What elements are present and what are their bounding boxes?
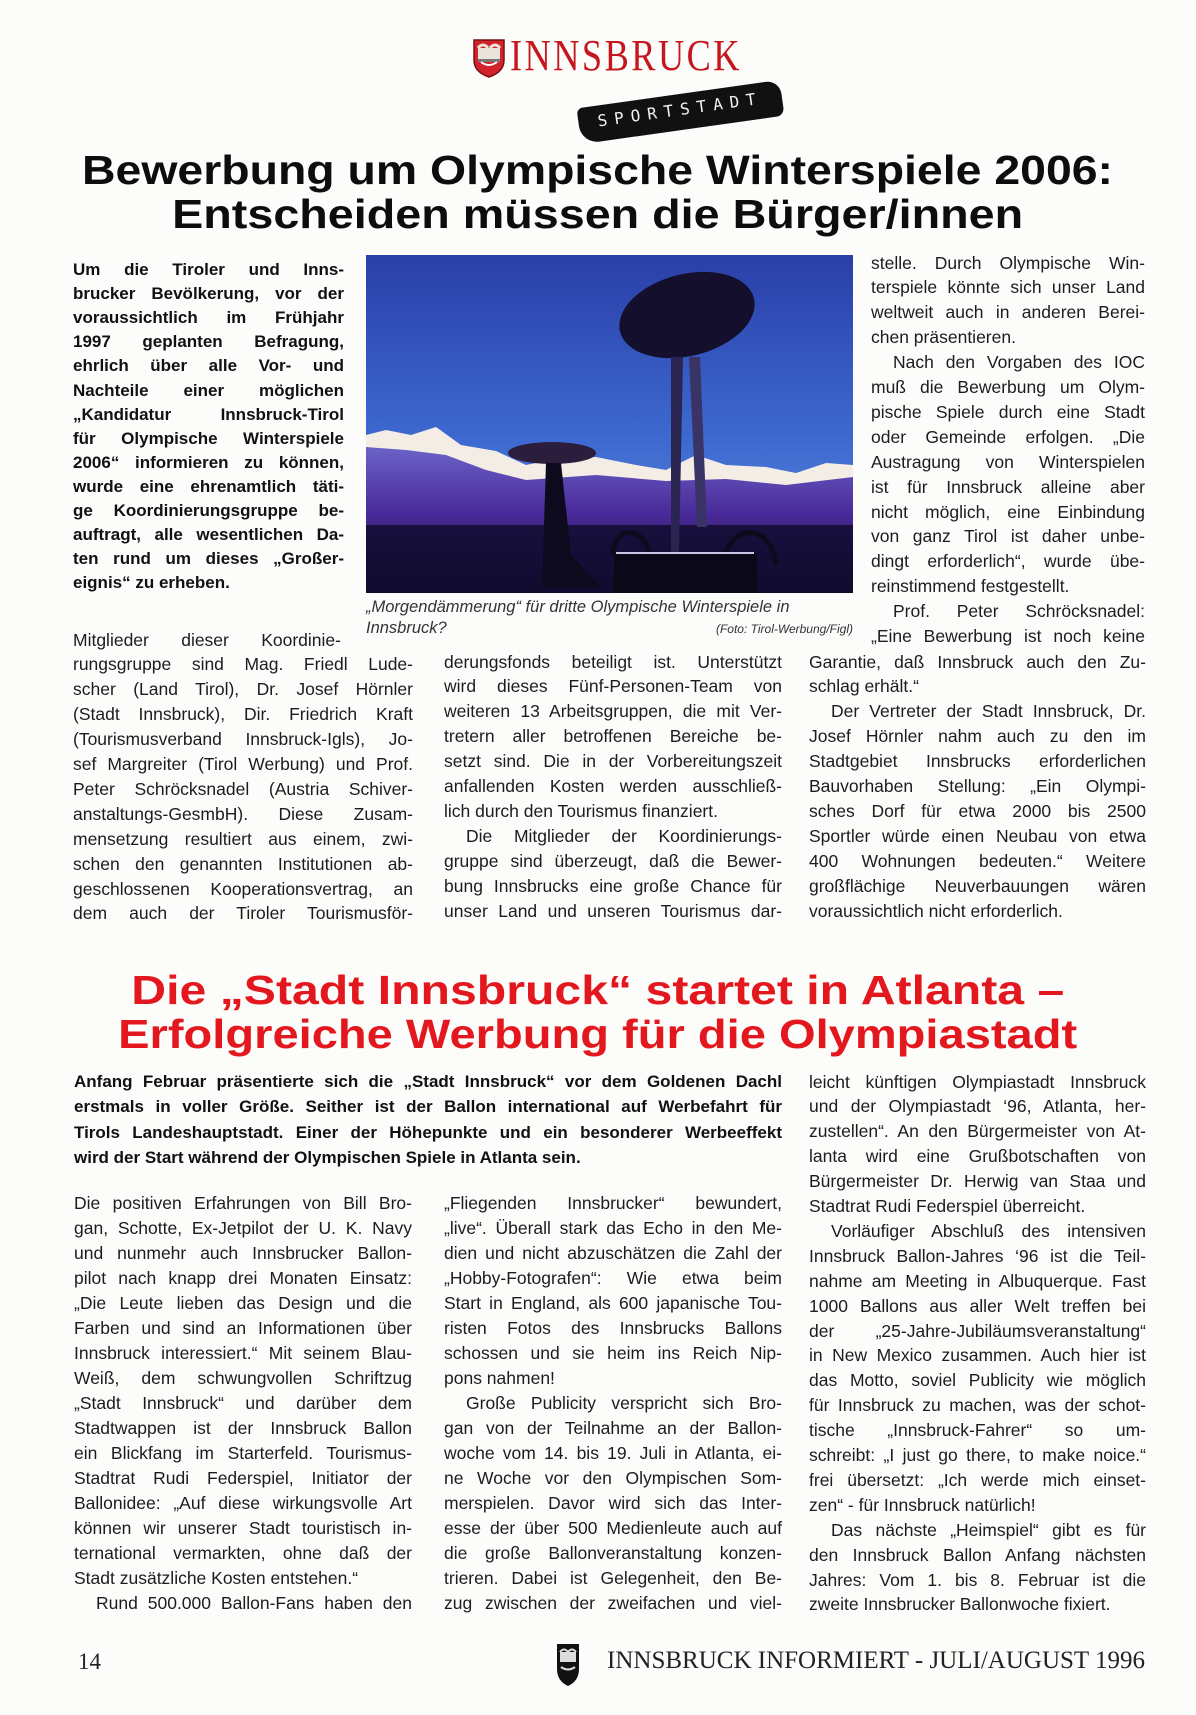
text-line-content: schossen und sie heim ins Reich Nip- bbox=[444, 1342, 782, 1363]
text-line-content: und nunmehr auch Innsbrucker Ballon- bbox=[74, 1242, 412, 1263]
text-line-content: weiteren 13 Arbeitsgruppen, die mit Ver- bbox=[444, 701, 782, 722]
text-line-content: wird dieses Fünf-Personen-Team von bbox=[444, 676, 782, 697]
text-line bbox=[73, 777, 413, 802]
text-line-content: ehrlich über alle Vor- und bbox=[73, 356, 344, 376]
text-line-content: mensetzung resultiert aus einem, zwi- bbox=[73, 828, 413, 849]
text-line bbox=[871, 375, 1145, 400]
innsbruck-crest-icon bbox=[472, 38, 506, 78]
text-line bbox=[444, 1241, 782, 1266]
text-line bbox=[809, 1393, 1146, 1418]
text-line bbox=[809, 650, 1146, 675]
text-line-content: Jahres: Vom 1. bis 8. Februar ist die bbox=[809, 1569, 1146, 1590]
text-line-content: dingt erforderlich“, wurde übe- bbox=[871, 551, 1145, 572]
text-line-content: Der Vertreter der Stadt Innsbruck, Dr. bbox=[831, 701, 1146, 722]
text-line-content: „Eine Bewerbung ist noch keine bbox=[871, 626, 1145, 646]
text-line-content: 1997 geplanten Befragung, bbox=[73, 332, 344, 352]
text-line-content: lich durch den Tourismus finanziert. bbox=[444, 800, 718, 821]
text-line-content: Austragung von Winterspielen bbox=[871, 451, 1145, 472]
text-line-content: zweite Innsbrucker Ballonwoche fixiert. bbox=[809, 1594, 1111, 1615]
text-line-content: Die positiven Erfahrungen von Bill Bro- bbox=[74, 1192, 412, 1213]
text-line bbox=[73, 752, 413, 777]
text-line-content: „live“. Überall stark das Echo in den Me- bbox=[444, 1217, 782, 1238]
text-line bbox=[871, 549, 1145, 574]
text-line bbox=[444, 1316, 782, 1341]
text-line-content: dien und nicht abzuschätzen die Zahl der bbox=[444, 1242, 782, 1263]
text-line bbox=[96, 1591, 412, 1616]
text-line bbox=[809, 1343, 1146, 1368]
text-line-content: brucker Bevölkerung, vor der bbox=[73, 284, 344, 304]
text-line-content: ge Koordinierungsgruppe be- bbox=[73, 501, 344, 520]
logo-subtext: SPORTSTADT bbox=[596, 88, 764, 131]
text-line bbox=[73, 499, 344, 523]
text-line-content: zug zwischen der zweifachen und viel- bbox=[444, 1592, 782, 1613]
text-line bbox=[73, 403, 344, 427]
text-line-content: weltweit auch in anderen Berei- bbox=[871, 302, 1145, 323]
text-line-content: anstaltungs-GesmbH). Diese Zusam- bbox=[73, 803, 413, 824]
text-line bbox=[444, 650, 782, 675]
text-line bbox=[809, 1443, 1146, 1468]
text-line-content: setzt sind. Die in der Vorbereitungszeit bbox=[444, 751, 782, 772]
text-line bbox=[74, 1541, 412, 1566]
text-line bbox=[73, 379, 344, 403]
text-line bbox=[74, 1191, 412, 1216]
text-line-content: zustellen“. An den Bürgermeister von At- bbox=[809, 1121, 1146, 1142]
text-line bbox=[809, 1194, 1146, 1219]
text-line bbox=[73, 802, 413, 827]
text-line bbox=[444, 1541, 782, 1566]
text-line bbox=[73, 523, 344, 547]
text-line bbox=[809, 824, 1146, 849]
text-line-content: Anfang Februar präsentierte sich die „Stadt Innsbruck“ vor dem Goldenen Dachl bbox=[74, 1072, 782, 1091]
text-line bbox=[871, 425, 1145, 450]
text-line bbox=[74, 1094, 782, 1119]
text-line-content: 400 Wohnungen bedeuten.“ Weitere bbox=[809, 850, 1146, 871]
text-line-content: tretern aller betroffenen Bereiche be- bbox=[444, 726, 782, 747]
text-line-content: bung Innsbrucks eine große Chance für bbox=[444, 875, 782, 896]
text-line bbox=[74, 1491, 412, 1516]
text-line-content: voraussichtlich nicht erforderlich. bbox=[809, 900, 1063, 921]
text-line bbox=[444, 724, 782, 749]
text-line-content: ist für Innsbruck alleine aber bbox=[871, 476, 1145, 497]
text-line bbox=[73, 628, 341, 653]
text-line bbox=[809, 1269, 1146, 1294]
text-line-content: nicht möglich, eine Einbindung bbox=[871, 501, 1145, 522]
text-line-content: Nach den Vorgaben des IOC bbox=[893, 352, 1145, 373]
text-line bbox=[831, 699, 1146, 724]
text-line-content: unser Land und unseren Tourismus dar- bbox=[444, 900, 782, 921]
text-line-content: ternational vermarkten, ohne daß der bbox=[74, 1542, 412, 1563]
text-line bbox=[74, 1241, 412, 1266]
text-line bbox=[871, 475, 1145, 500]
text-line bbox=[74, 1566, 412, 1591]
text-line bbox=[74, 1266, 412, 1291]
text-line-content: Große Publicity verspricht sich Bro- bbox=[466, 1392, 782, 1413]
text-line-content: frei übersetzt: „Ich werde mich einset- bbox=[809, 1469, 1146, 1490]
text-line-content: rungsgruppe sind Mag. Friedl Lude- bbox=[73, 654, 413, 675]
text-line bbox=[74, 1069, 782, 1094]
text-line bbox=[73, 306, 344, 330]
text-line-content: ne Woche vor den Olympischen Som- bbox=[444, 1467, 782, 1488]
text-line bbox=[809, 1144, 1146, 1169]
text-line bbox=[444, 1441, 782, 1466]
text-line-content: reinstimmend festgestellt. bbox=[871, 576, 1070, 597]
text-line bbox=[871, 450, 1145, 475]
text-line bbox=[73, 901, 413, 926]
text-line-content: Prof. Peter Schröcksnadel: bbox=[893, 601, 1145, 622]
article2-headline-line1 bbox=[0, 968, 1196, 1012]
text-line bbox=[74, 1316, 412, 1341]
text-line-content: Stadtwappen ist der Innsbruck Ballon bbox=[74, 1417, 412, 1438]
text-line-content: Innsbruck interessiert.“ Mit seinem Blau- bbox=[74, 1342, 412, 1363]
text-line-content: lanta wird eine Grußbotschaften von bbox=[809, 1146, 1146, 1167]
text-line bbox=[73, 330, 344, 354]
text-line-content: gan von der Teilnahme an der Ballon- bbox=[444, 1417, 782, 1438]
text-line bbox=[809, 1568, 1146, 1593]
text-line-content: sches Dorf für etwa 2000 bis 2500 bbox=[809, 800, 1146, 821]
text-line bbox=[809, 874, 1146, 899]
text-line-content: chen präsentieren. bbox=[871, 327, 1016, 348]
text-line-content: gan, Schotte, Ex-Jetpilot der U. K. Navy bbox=[74, 1217, 412, 1238]
text-line-content: Nachteile einer möglichen bbox=[73, 380, 344, 400]
text-line-content: „Kandidatur Innsbruck-Tirol bbox=[73, 404, 344, 424]
text-line bbox=[444, 1566, 782, 1591]
text-line bbox=[871, 400, 1145, 425]
text-line-content: Um die Tiroler und Inns- bbox=[73, 260, 344, 279]
text-line bbox=[444, 1416, 782, 1441]
text-line-content: pons nahmen! bbox=[444, 1367, 555, 1388]
text-line bbox=[73, 877, 413, 902]
text-line bbox=[809, 799, 1146, 824]
text-line bbox=[809, 1418, 1146, 1443]
text-line-content: Rund 500.000 Ballon-Fans haben den bbox=[96, 1592, 412, 1613]
text-line bbox=[831, 1518, 1146, 1543]
headline-text: Erfolgreiche Werbung für die Olympiastadt bbox=[118, 1011, 1078, 1057]
text-line-content: pilot nach knapp drei Monaten Einsatz: bbox=[74, 1267, 412, 1288]
text-line bbox=[73, 727, 413, 752]
text-line bbox=[809, 1294, 1146, 1319]
text-line-content: Garantie, daß Innsbruck auch den Zu- bbox=[809, 651, 1146, 672]
text-line-content: (Tourismusverband Innsbruck-Igls), Jo- bbox=[73, 729, 413, 750]
text-line bbox=[809, 1493, 1146, 1518]
text-line-content: derungsfonds beteiligt ist. Unterstützt bbox=[444, 651, 782, 672]
text-line bbox=[871, 275, 1145, 300]
text-line-content: terspiele könnte sich unser Land bbox=[871, 277, 1145, 298]
text-line bbox=[893, 599, 1145, 624]
text-line bbox=[73, 677, 413, 702]
text-line-content: Stadtrat Rudi Federspiel, Initiator der bbox=[74, 1467, 412, 1488]
text-line bbox=[809, 1094, 1146, 1119]
text-line-content: Vorläufiger Abschluß des intensiven bbox=[831, 1220, 1146, 1241]
text-line bbox=[73, 427, 344, 451]
text-line bbox=[809, 1169, 1146, 1194]
text-line-content: das Motto, soviel Publicity wie möglich bbox=[809, 1370, 1146, 1391]
text-line bbox=[74, 1216, 412, 1241]
text-line bbox=[444, 799, 782, 824]
text-line bbox=[73, 852, 413, 877]
text-line bbox=[809, 724, 1146, 749]
text-line bbox=[73, 827, 413, 852]
text-line bbox=[73, 652, 413, 677]
text-line-content: Tirols Landeshauptstadt. Einer der Höhepunkte und ein besonderer Werbeeffekt bbox=[74, 1122, 782, 1142]
text-line bbox=[809, 774, 1146, 799]
text-line bbox=[74, 1391, 412, 1416]
text-line bbox=[871, 524, 1145, 549]
text-line bbox=[893, 350, 1145, 375]
text-line-content: 2006“ informieren zu können, bbox=[73, 452, 344, 472]
text-line bbox=[74, 1120, 782, 1145]
article1-headline-line2 bbox=[0, 192, 1196, 236]
text-line bbox=[871, 574, 1145, 599]
text-line bbox=[444, 699, 782, 724]
text-line-content: Ballonidee: „Auf diese wirkungsvolle Art bbox=[74, 1492, 412, 1513]
text-line bbox=[444, 1591, 782, 1616]
headline-text: Entscheiden müssen die Bürger/innen bbox=[172, 191, 1024, 237]
text-line bbox=[444, 1366, 782, 1391]
text-line-content: pische Spiele durch eine Stadt bbox=[871, 401, 1145, 422]
text-line-content: wurde eine ehrenamtlich täti- bbox=[73, 476, 344, 496]
text-line bbox=[444, 849, 782, 874]
text-line bbox=[809, 1244, 1146, 1269]
text-line bbox=[444, 1291, 782, 1316]
caption-line2-text: Innsbruck? bbox=[366, 619, 447, 637]
text-line-content: stelle. Durch Olympische Win- bbox=[871, 252, 1145, 273]
text-line bbox=[73, 475, 344, 499]
text-line bbox=[73, 702, 413, 727]
text-line bbox=[809, 1119, 1146, 1144]
text-line bbox=[871, 624, 1145, 649]
text-line bbox=[74, 1291, 412, 1316]
text-line bbox=[809, 1070, 1146, 1095]
text-line-content: Stadtgebiet Innsbrucks erforderlichen bbox=[809, 751, 1146, 772]
text-line bbox=[871, 300, 1145, 325]
text-line-content: Innsbruck Ballon-Jahres ‘96 ist die Teil- bbox=[809, 1245, 1146, 1266]
text-line bbox=[444, 774, 782, 799]
text-line-content: anfallenden Kosten werden ausschließ- bbox=[444, 776, 782, 796]
text-line-content: Bürgermeister Dr. Herwig van Staa und bbox=[809, 1171, 1146, 1192]
text-line-content: sef Margreiter (Tirol Werbung) und Prof. bbox=[73, 754, 413, 774]
text-line-content: tische „Innsbruck-Fahrer“ so um- bbox=[809, 1420, 1146, 1441]
text-line bbox=[809, 899, 1146, 924]
text-line-content: wird der Start während der Olympischen Spiele in Atlanta sein. bbox=[74, 1147, 581, 1167]
text-line bbox=[809, 1368, 1146, 1393]
text-line bbox=[444, 1191, 782, 1216]
text-line bbox=[444, 874, 782, 899]
text-line bbox=[73, 547, 344, 571]
text-line-content: Sportler würde einen Neubau von etwa bbox=[809, 825, 1146, 846]
text-line-content: ten rund um dieses „Großer- bbox=[73, 549, 344, 569]
text-line-content: voraussichtlich im Frühjahr bbox=[73, 308, 344, 328]
text-line bbox=[871, 251, 1145, 276]
text-line-content: (Stadt Innsbruck), Dir. Friedrich Kraft bbox=[73, 704, 413, 725]
logo-text: INNSBRUCK bbox=[510, 31, 742, 80]
text-line bbox=[444, 899, 782, 924]
text-line-content: risten Fotos des Innsbrucks Ballons bbox=[444, 1317, 782, 1338]
text-line bbox=[73, 282, 344, 306]
headline-text: Die „Stadt Innsbruck“ startet in Atlanta – bbox=[131, 967, 1065, 1013]
text-line-content: Farben und sind an Informationen über bbox=[74, 1317, 412, 1338]
text-line bbox=[809, 849, 1146, 874]
text-line bbox=[809, 674, 1146, 699]
text-line-content: ein Blickfang im Starterfeld. Tourismus- bbox=[74, 1442, 412, 1463]
text-line-content: eignis“ zu erheben. bbox=[73, 573, 230, 593]
text-line bbox=[444, 1516, 782, 1541]
text-line bbox=[809, 1319, 1146, 1344]
page-number: 14 bbox=[78, 1649, 101, 1674]
caption-line2 bbox=[366, 619, 853, 638]
text-line-content: woche vom 14. bis 19. Juli in Atlanta, ei- bbox=[444, 1442, 782, 1463]
text-line-content: Bauvorhaben Stellung: „Ein Olympi- bbox=[809, 776, 1146, 796]
text-line bbox=[74, 1516, 412, 1541]
text-line-content: für Olympische Winterspiele bbox=[73, 428, 344, 448]
text-line-content: trieren. Dabei ist Gelegenheit, den Be- bbox=[444, 1567, 782, 1588]
text-line bbox=[444, 1491, 782, 1516]
text-line bbox=[444, 749, 782, 774]
photo-credit: (Foto: Tirol-Werbung/Figl) bbox=[715, 622, 853, 636]
text-line-content: in New Mexico zusammen. Auch hier ist bbox=[809, 1345, 1146, 1366]
text-line bbox=[809, 749, 1146, 774]
text-line-content: großflächige Neuverbauungen wären bbox=[809, 875, 1146, 896]
text-line-content: 1000 Ballons aus aller Welt treffen bei bbox=[809, 1295, 1146, 1316]
article2-headline-line2 bbox=[0, 1012, 1196, 1056]
caption-line1: „Morgendämmerung“ für dritte Olympische Winterspiele in bbox=[366, 598, 790, 616]
text-line-content: und der Olympiastadt ‘96, Atlanta, her- bbox=[809, 1096, 1146, 1117]
text-line-content: von ganz Tirol ist daher unbe- bbox=[871, 526, 1145, 547]
text-line-content: scher (Land Tirol), Dr. Josef Hörnler bbox=[73, 679, 413, 700]
text-line-content: Mitglieder dieser Koordinie- bbox=[73, 629, 341, 650]
text-line bbox=[466, 824, 782, 849]
text-line-content: muß die Bewerbung um Olym- bbox=[871, 377, 1145, 397]
text-line-content: dem auch der Tiroler Tourismusför- bbox=[73, 903, 413, 924]
text-line bbox=[444, 1341, 782, 1366]
text-line-content: auftragt, alle wesentlichen Da- bbox=[73, 525, 344, 545]
footer-crest-icon bbox=[556, 1643, 580, 1687]
text-line-content: schen den genannten Institutionen ab- bbox=[73, 853, 413, 874]
text-line-content: esse der über 500 Medienleute auch auf bbox=[444, 1517, 782, 1538]
logo-brush-stroke bbox=[576, 80, 784, 144]
text-line bbox=[74, 1441, 412, 1466]
text-line-content: Die Mitglieder der Koordinierungs- bbox=[466, 825, 782, 846]
text-line bbox=[444, 1266, 782, 1291]
text-line-content: Stadtrat Rudi Federspiel überreicht. bbox=[809, 1196, 1086, 1216]
article1-photo bbox=[366, 255, 853, 593]
text-line bbox=[74, 1366, 412, 1391]
text-line-content: zen“ - für Innsbruck natürlich! bbox=[809, 1494, 1036, 1515]
text-line-content: schlag erhält.“ bbox=[809, 676, 919, 697]
text-line-content: Josef Hörnler nahm auch zu den im bbox=[809, 726, 1146, 747]
text-line bbox=[809, 1468, 1146, 1493]
text-line-content: „Die Leute lieben das Design und die bbox=[74, 1292, 412, 1313]
text-line bbox=[73, 571, 344, 595]
text-line bbox=[809, 1543, 1146, 1568]
text-line-content: Das nächste „Heimspiel“ gibt es für bbox=[831, 1519, 1146, 1540]
text-line bbox=[466, 1391, 782, 1416]
text-line-content: Stadt zusätzliche Kosten entstehen.“ bbox=[74, 1567, 359, 1588]
text-line-content: die große Ballonveranstaltung konzen- bbox=[444, 1542, 782, 1563]
text-line bbox=[73, 451, 344, 475]
text-line-content: erstmals in voller Größe. Seither ist der Ballon international auf Werbefahrt für bbox=[74, 1097, 782, 1117]
text-line bbox=[444, 1216, 782, 1241]
text-line-content: „Stadt Innsbruck“ und darüber dem bbox=[74, 1392, 412, 1413]
text-line-content: merspielen. Davor wird sich das Inter- bbox=[444, 1492, 782, 1513]
text-line-content: Weiß, dem schwungvollen Schriftzug bbox=[74, 1367, 412, 1388]
text-line-content: gruppe sind überzeugt, daß die Bewer- bbox=[444, 850, 782, 871]
text-line-content: schreibt: „I just go there, to make noice.“ bbox=[809, 1445, 1146, 1465]
text-line-content: Start in England, als 600 japanische Tou- bbox=[444, 1292, 782, 1313]
text-line-content: „Fliegenden Innsbrucker“ bewundert, bbox=[444, 1192, 782, 1213]
text-line-content: für Innsbruck zu machen, was der schot- bbox=[809, 1395, 1146, 1416]
headline-text: Bewerbung um Olympische Winterspiele 2006: bbox=[82, 147, 1114, 193]
text-line bbox=[74, 1416, 412, 1441]
text-line bbox=[444, 1466, 782, 1491]
text-line-content: können wir unserer Stadt touristisch in- bbox=[74, 1517, 412, 1538]
article1-headline-line1 bbox=[0, 148, 1196, 192]
text-line-content: den Innsbruck Ballon Anfang nächsten bbox=[809, 1544, 1146, 1565]
text-line bbox=[73, 258, 344, 282]
text-line bbox=[74, 1145, 782, 1170]
text-line bbox=[73, 354, 344, 378]
text-line bbox=[871, 325, 1145, 350]
text-line-content: leicht künftigen Olympiastadt Innsbruck bbox=[809, 1071, 1146, 1092]
publication-footer: INNSBRUCK INFORMIERT - JULI/AUGUST 1996 bbox=[607, 1647, 1145, 1674]
text-line bbox=[831, 1219, 1146, 1244]
text-line-content: nahme am Meeting in Albuquerque. Fast bbox=[809, 1270, 1146, 1291]
text-line bbox=[871, 500, 1145, 525]
text-line bbox=[809, 1592, 1146, 1617]
text-line bbox=[444, 674, 782, 699]
text-line bbox=[74, 1466, 412, 1491]
text-line-content: „Hobby-Fotografen“: Wie etwa beim bbox=[444, 1267, 782, 1288]
text-line bbox=[74, 1341, 412, 1366]
text-line-content: Peter Schröcksnadel (Austria Schiver- bbox=[73, 778, 413, 799]
text-line-content: oder Gemeinde erfolgen. „Die bbox=[871, 426, 1145, 447]
text-line-content: der „25-Jahre-Jubiläumsveranstaltung“ bbox=[809, 1320, 1146, 1341]
text-line-content: geschlossenen Kooperationsvertrag, an bbox=[73, 878, 413, 899]
